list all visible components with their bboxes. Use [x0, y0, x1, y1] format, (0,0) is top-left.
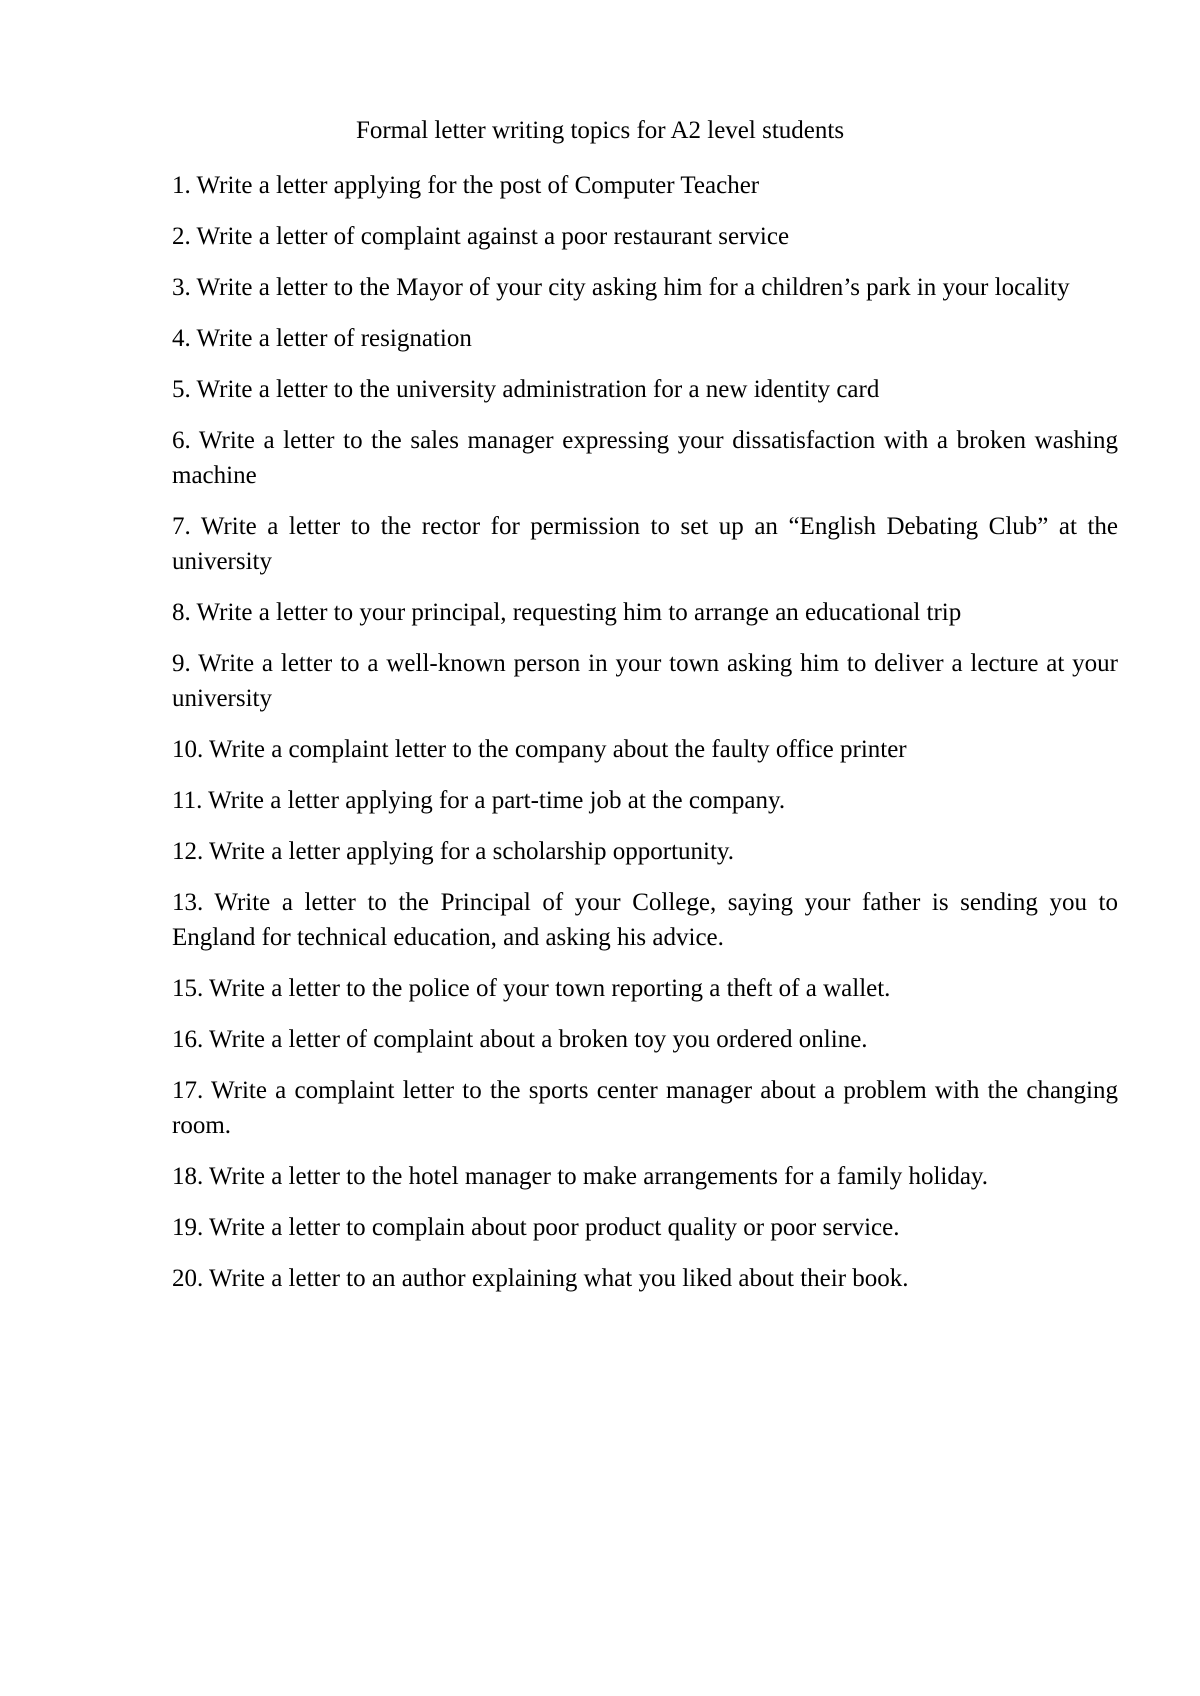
topic-item: 9. Write a letter to a well-known person in your town asking him to deliver a lecture at your university	[172, 650, 1118, 712]
topic-item: 5. Write a letter to the university administration for a new identity card	[172, 376, 880, 403]
document-title: Formal letter writing topics for A2 level students	[355, 117, 845, 144]
topic-item: 18. Write a letter to the hotel manager to make arrangements for a family holiday.	[172, 1163, 989, 1190]
topic-item: 3. Write a letter to the Mayor of your city asking him for a children’s park in your locality	[172, 274, 1070, 301]
topic-item: 17. Write a complaint letter to the sports center manager about a problem with the changing room.	[172, 1077, 1118, 1139]
topic-item: 12. Write a letter applying for a scholarship opportunity.	[172, 838, 735, 865]
topic-item: 10. Write a complaint letter to the company about the faulty office printer	[172, 736, 907, 763]
topic-list	[172, 168, 1118, 1312]
topic-item: 8. Write a letter to your principal, requesting him to arrange an educational trip	[172, 599, 962, 626]
topic-item: 13. Write a letter to the Principal of your College, saying your father is sending you to England for technical education, and asking his advice.	[172, 889, 1118, 951]
topic-item: 15. Write a letter to the police of your town reporting a theft of a wallet.	[172, 975, 891, 1002]
topic-item: 2. Write a letter of complaint against a poor restaurant service	[172, 223, 790, 250]
topic-item: 7. Write a letter to the rector for permission to set up an “English Debating Club” at the university	[172, 513, 1118, 575]
topic-item: 11. Write a letter applying for a part-time job at the company.	[172, 787, 786, 814]
topic-item: 19. Write a letter to complain about poor product quality or poor service.	[172, 1214, 900, 1241]
topic-item: 20. Write a letter to an author explaining what you liked about their book.	[172, 1265, 909, 1292]
topic-item: 6. Write a letter to the sales manager expressing your dissatisfaction with a broken washing machine	[172, 427, 1118, 489]
topic-item: 16. Write a letter of complaint about a broken toy you ordered online.	[172, 1026, 868, 1053]
topic-item: 1. Write a letter applying for the post of Computer Teacher	[172, 172, 760, 199]
topic-item: 4. Write a letter of resignation	[172, 325, 472, 352]
